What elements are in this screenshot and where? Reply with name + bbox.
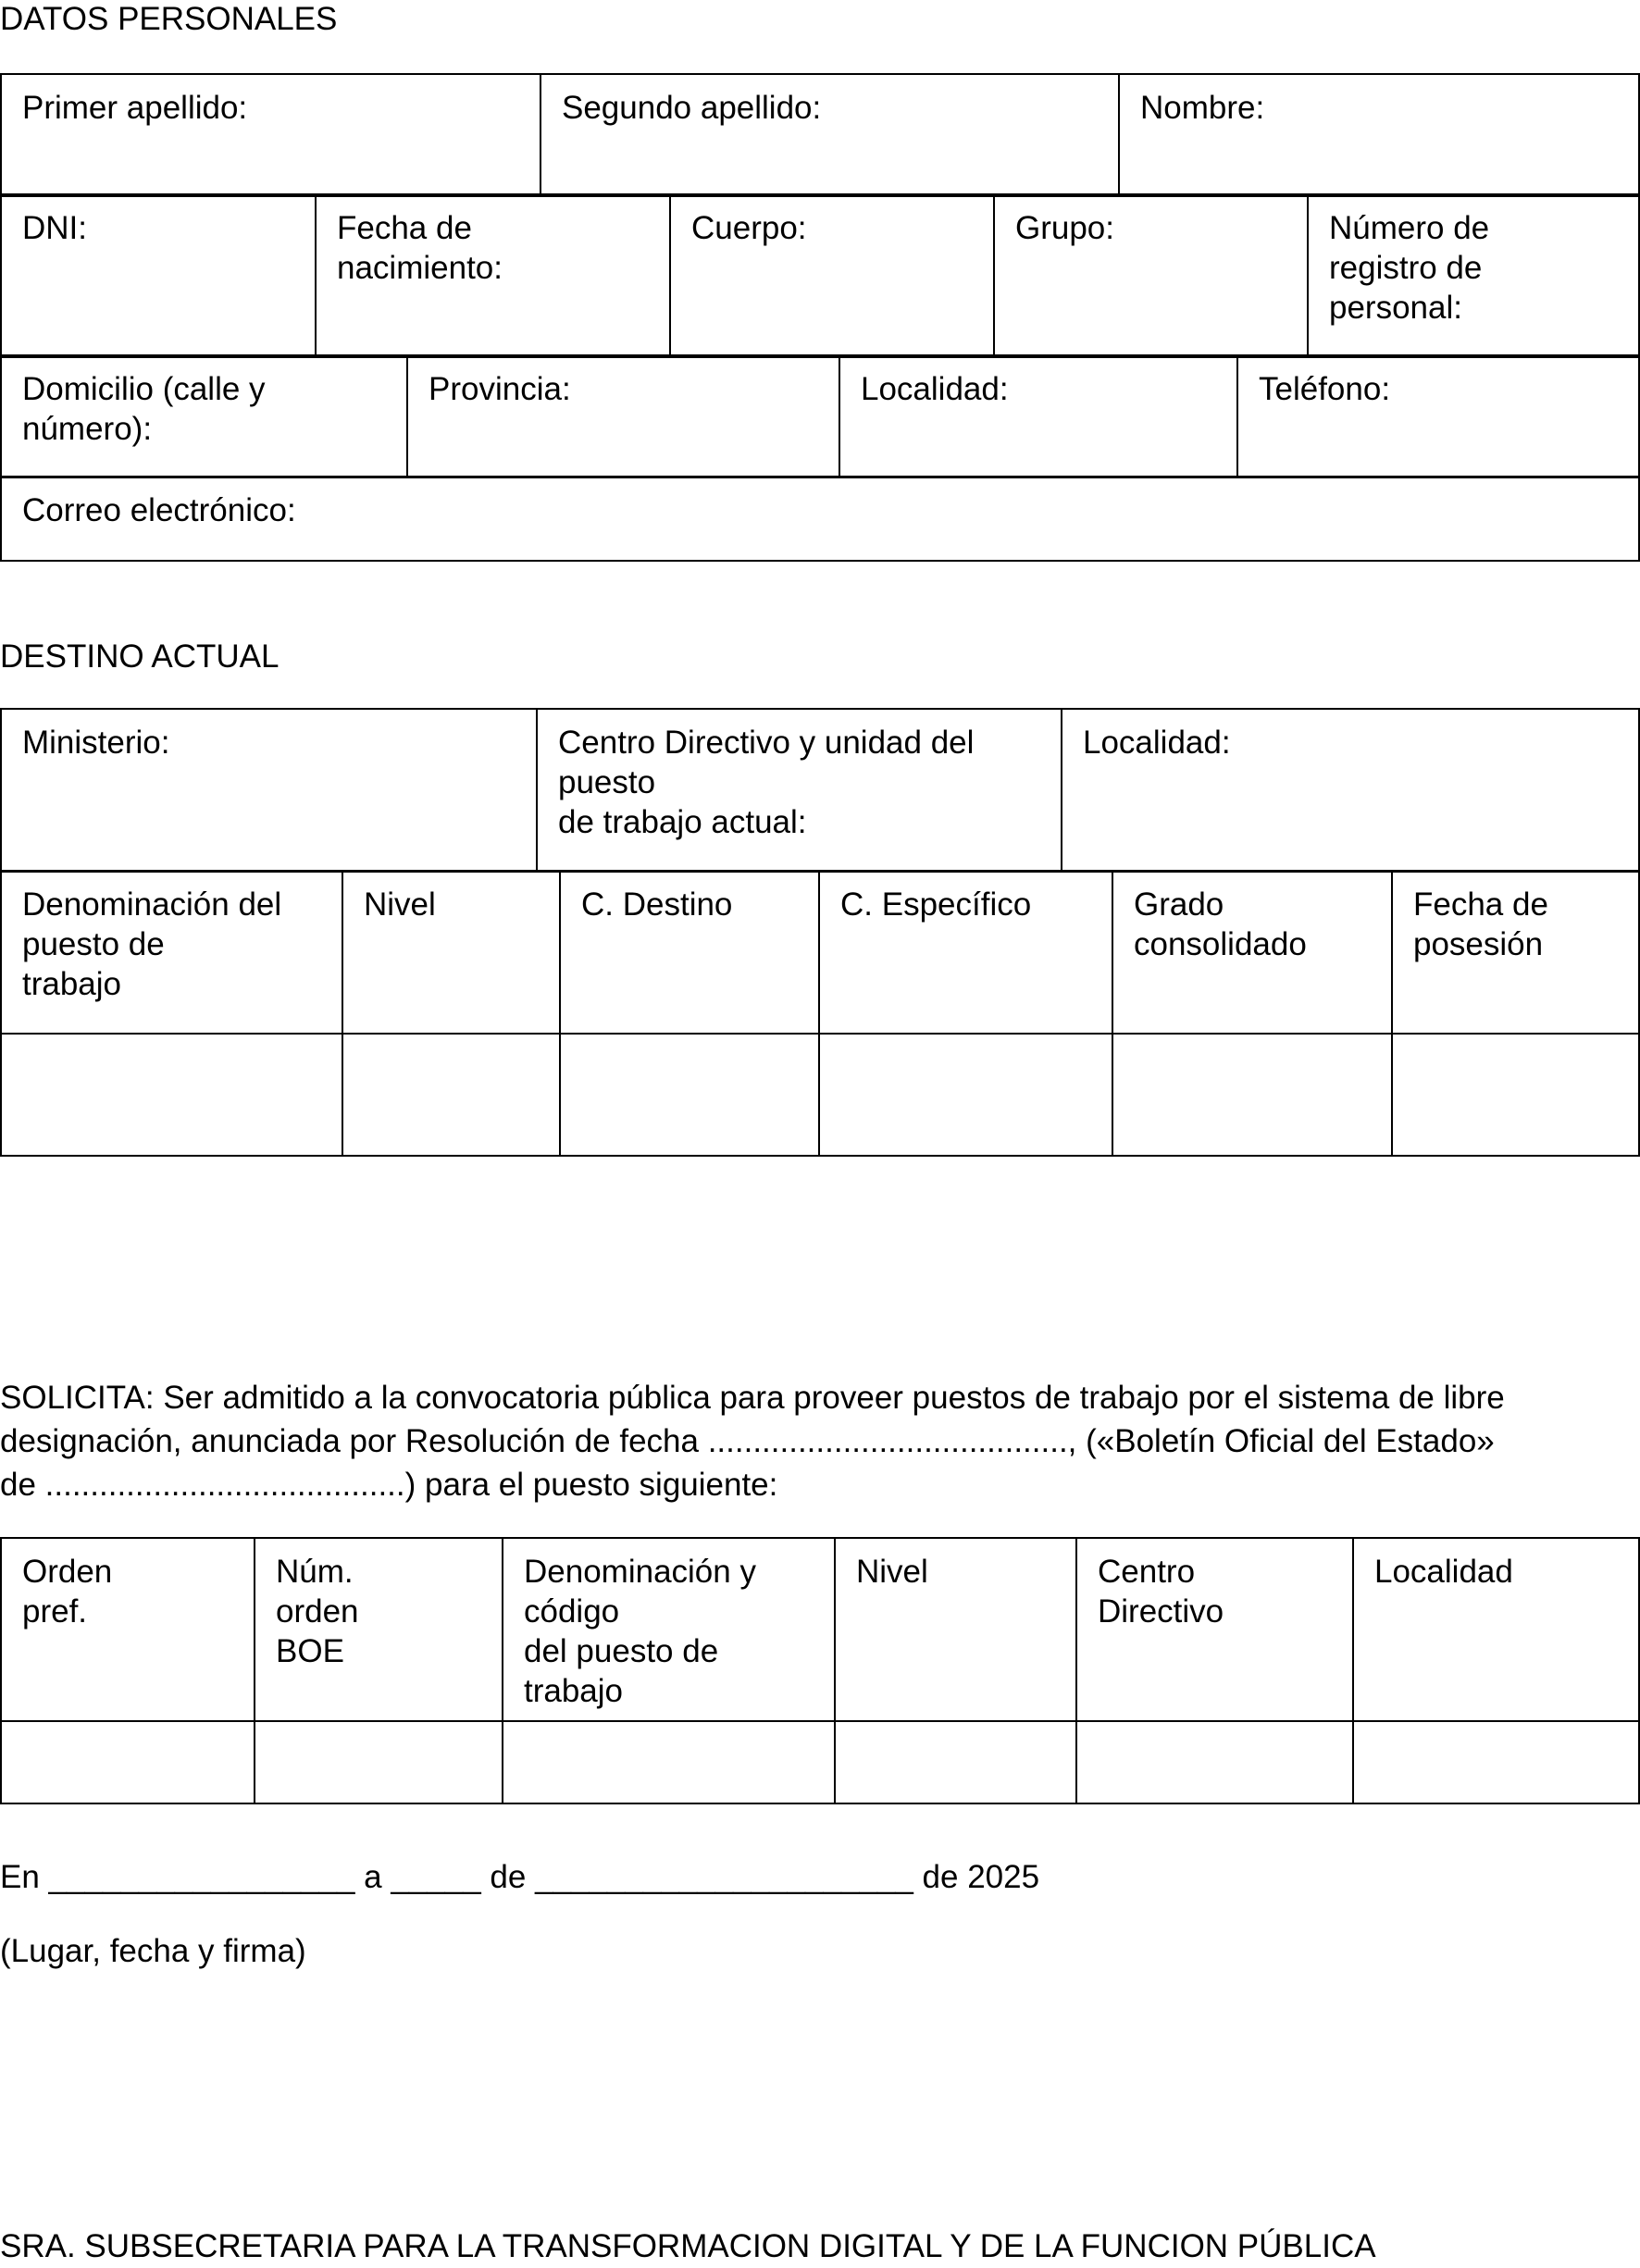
- solicita-line-2: designación, anunciada por Resolución de fecha ........................................, («Boletín Oficial del Estado»: [0, 1423, 1495, 1459]
- section-heading-destino-actual: DESTINO ACTUAL: [0, 638, 280, 675]
- datos-personales-table-row2: [0, 193, 1640, 358]
- input-localidad-solicitada[interactable]: [1353, 1721, 1639, 1803]
- signature-date-line[interactable]: En _________________ a _____ de _____________________ de 2025: [0, 1859, 1040, 1895]
- field-nombre[interactable]: Nombre:: [1119, 74, 1639, 196]
- addressee: SRA. SUBSECRETARIA PARA LA TRANSFORMACION DIGITAL Y DE LA FUNCION PÚBLICA: [0, 2228, 1376, 2264]
- field-localidad-destino[interactable]: Localidad:: [1062, 709, 1639, 872]
- input-orden-pref[interactable]: [1, 1721, 255, 1803]
- solicita-line-1: SOLICITA: Ser admitido a la convocatoria pública para proveer puestos de trabajo por el sistema de libre: [0, 1380, 1505, 1416]
- section-heading-datos-personales: DATOS PERSONALES: [0, 1, 338, 37]
- field-localidad[interactable]: Localidad:: [839, 355, 1237, 477]
- field-provincia[interactable]: Provincia:: [407, 355, 839, 477]
- field-numero-registro-personal[interactable]: Número de registro de personal:: [1308, 194, 1639, 357]
- solicita-paragraph: [0, 1376, 1640, 1506]
- signature-caption: (Lugar, fecha y firma): [0, 1933, 306, 1969]
- destino-actual-table: [0, 708, 1640, 873]
- col-nivel-solicitado: Nivel: [835, 1538, 1076, 1721]
- field-primer-apellido[interactable]: Primer apellido:: [1, 74, 540, 196]
- col-denominacion-codigo: Denominación y código del puesto de trabajo: [503, 1538, 835, 1721]
- col-orden-pref: Orden pref.: [1, 1538, 255, 1721]
- input-c-destino[interactable]: [560, 1034, 819, 1156]
- puestos-solicitados-table: [0, 1537, 1640, 1804]
- col-nivel: Nivel: [342, 871, 560, 1034]
- col-fecha-posesion: Fecha de posesión: [1392, 871, 1639, 1034]
- input-nivel[interactable]: [342, 1034, 560, 1156]
- input-centro-directivo[interactable]: [1076, 1721, 1353, 1803]
- input-nivel-solicitado[interactable]: [835, 1721, 1076, 1803]
- col-c-destino: C. Destino: [560, 871, 819, 1034]
- col-grado-consolidado: Grado consolidado: [1112, 871, 1392, 1034]
- field-domicilio[interactable]: Domicilio (calle y número):: [1, 355, 407, 477]
- input-grado-consolidado[interactable]: [1112, 1034, 1392, 1156]
- input-c-especifico[interactable]: [819, 1034, 1112, 1156]
- input-denominacion-codigo[interactable]: [503, 1721, 835, 1803]
- field-dni[interactable]: DNI:: [1, 194, 316, 357]
- field-telefono[interactable]: Teléfono:: [1237, 355, 1639, 477]
- solicita-line-3: de ........................................) para el puesto siguiente:: [0, 1467, 778, 1503]
- destino-actual-puesto-table: [0, 870, 1640, 1157]
- field-ministerio[interactable]: Ministerio:: [1, 709, 537, 872]
- input-fecha-posesion[interactable]: [1392, 1034, 1639, 1156]
- datos-personales-table-row3: [0, 354, 1640, 478]
- field-centro-directivo-unidad[interactable]: Centro Directivo y unidad del puesto de trabajo actual:: [537, 709, 1062, 872]
- col-denominacion-puesto: Denominación del puesto de trabajo: [1, 871, 342, 1034]
- col-centro-directivo: Centro Directivo: [1076, 1538, 1353, 1721]
- input-num-orden-boe[interactable]: [255, 1721, 503, 1803]
- datos-personales-table-row4: [0, 476, 1640, 562]
- col-c-especifico: C. Específico: [819, 871, 1112, 1034]
- field-cuerpo[interactable]: Cuerpo:: [670, 194, 994, 357]
- datos-personales-table: [0, 73, 1640, 197]
- field-grupo[interactable]: Grupo:: [994, 194, 1308, 357]
- field-fecha-nacimiento[interactable]: Fecha de nacimiento:: [316, 194, 670, 357]
- field-correo-electronico[interactable]: Correo electrónico:: [1, 477, 1639, 561]
- col-localidad-solicitada: Localidad: [1353, 1538, 1639, 1721]
- col-num-orden-boe: Núm. orden BOE: [255, 1538, 503, 1721]
- field-segundo-apellido[interactable]: Segundo apellido:: [540, 74, 1119, 196]
- input-denominacion-puesto[interactable]: [1, 1034, 342, 1156]
